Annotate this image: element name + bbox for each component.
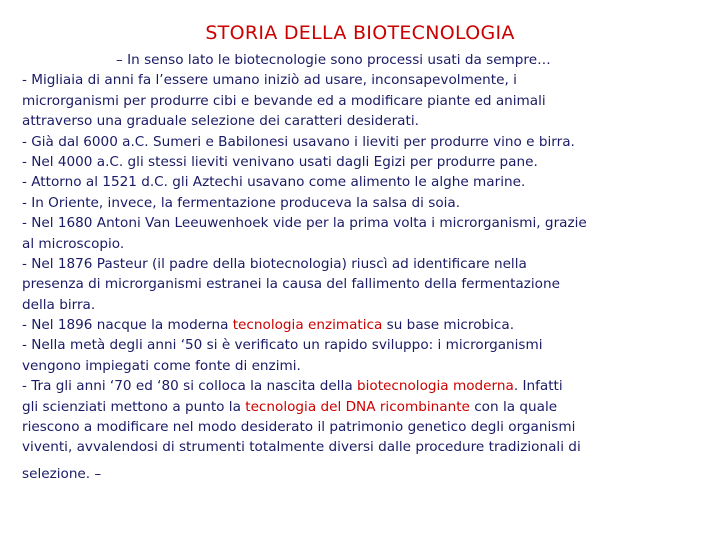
text-line (22, 376, 712, 396)
text-line (22, 464, 712, 484)
text-segment: vengono impiegati come fonte di enzimi. (22, 357, 301, 374)
text-line (22, 335, 712, 355)
text-line (22, 356, 712, 376)
text-segment: su base microbica. (382, 317, 515, 334)
text-line (22, 111, 712, 131)
text-segment: - Nel 1876 Pasteur (il padre della biotecnologia) riuscì ad identificare nella (22, 255, 527, 272)
text-line (22, 234, 712, 254)
text-segment: della birra. (22, 296, 96, 313)
highlighted-term: tecnologia del DNA ricombinante (245, 398, 470, 415)
text-segment: viventi, avvalendosi di strumenti totalmente diversi dalle procedure tradizionali di (22, 439, 581, 456)
text-line (22, 213, 712, 233)
text-segment: gli scienziati mettono a punto la (22, 398, 246, 415)
text-segment: riescono a modificare nel modo desiderato il patrimonio genetico degli organismi (22, 419, 576, 436)
text-line (22, 50, 712, 70)
text-line (22, 91, 712, 111)
text-segment: - In Oriente, invece, la fermentazione produceva la salsa di soia. (22, 194, 461, 211)
text-segment: - Nel 4000 a.C. gli stessi lieviti venivano usati dagli Egizi per produrre pane. (22, 153, 538, 170)
text-segment: – In senso lato le biotecnologie sono processi usati da sempre… (116, 52, 551, 68)
text-segment: con la quale (469, 398, 558, 415)
text-line (22, 295, 712, 315)
text-segment: - Nella metà degli anni ‘50 si è verificato un rapido sviluppo: i microrganismi (22, 337, 543, 354)
slide-body (22, 50, 712, 484)
text-segment: - Tra gli anni ‘70 ed ‘80 si colloca la nascita della (22, 378, 357, 395)
text-line (22, 70, 712, 90)
highlighted-term: tecnologia enzimatica (232, 317, 383, 334)
text-line (22, 437, 712, 457)
text-line (22, 172, 712, 192)
text-line (22, 417, 712, 437)
text-segment: microrganismi per produrre cibi e bevande ed a modificare piante ed animali (22, 92, 546, 109)
text-segment: selezione. – (22, 465, 102, 482)
text-line (22, 132, 712, 152)
text-segment: presenza di microrganismi estranei la causa del fallimento della fermentazione (22, 276, 560, 293)
text-segment: attraverso una graduale selezione dei caratteri desiderati. (22, 113, 419, 130)
text-line (22, 315, 712, 335)
text-line (22, 193, 712, 213)
text-line (22, 397, 712, 417)
slide-title: STORIA DELLA BIOTECNOLOGIA (205, 22, 515, 44)
text-line (22, 254, 712, 274)
text-segment: - Attorno al 1521 d.C. gli Aztechi usavano come alimento le alghe marine. (22, 174, 526, 191)
text-line (22, 274, 712, 294)
highlighted-term: biotecnologia moderna (356, 378, 514, 395)
text-line (22, 152, 712, 172)
text-segment: - Nel 1896 nacque la moderna (22, 317, 233, 334)
text-segment: - Già dal 6000 a.C. Sumeri e Babilonesi usavano i lieviti per produrre vino e birra. (22, 133, 575, 150)
text-segment: - Migliaia di anni fa l’essere umano iniziò ad usare, inconsapevolmente, i (22, 72, 517, 89)
text-segment: - Nel 1680 Antoni Van Leeuwenhoek vide per la prima volta i microrganismi, grazie (22, 215, 587, 232)
text-segment: al microscopio. (22, 235, 125, 252)
text-segment: . Infatti (513, 378, 563, 395)
